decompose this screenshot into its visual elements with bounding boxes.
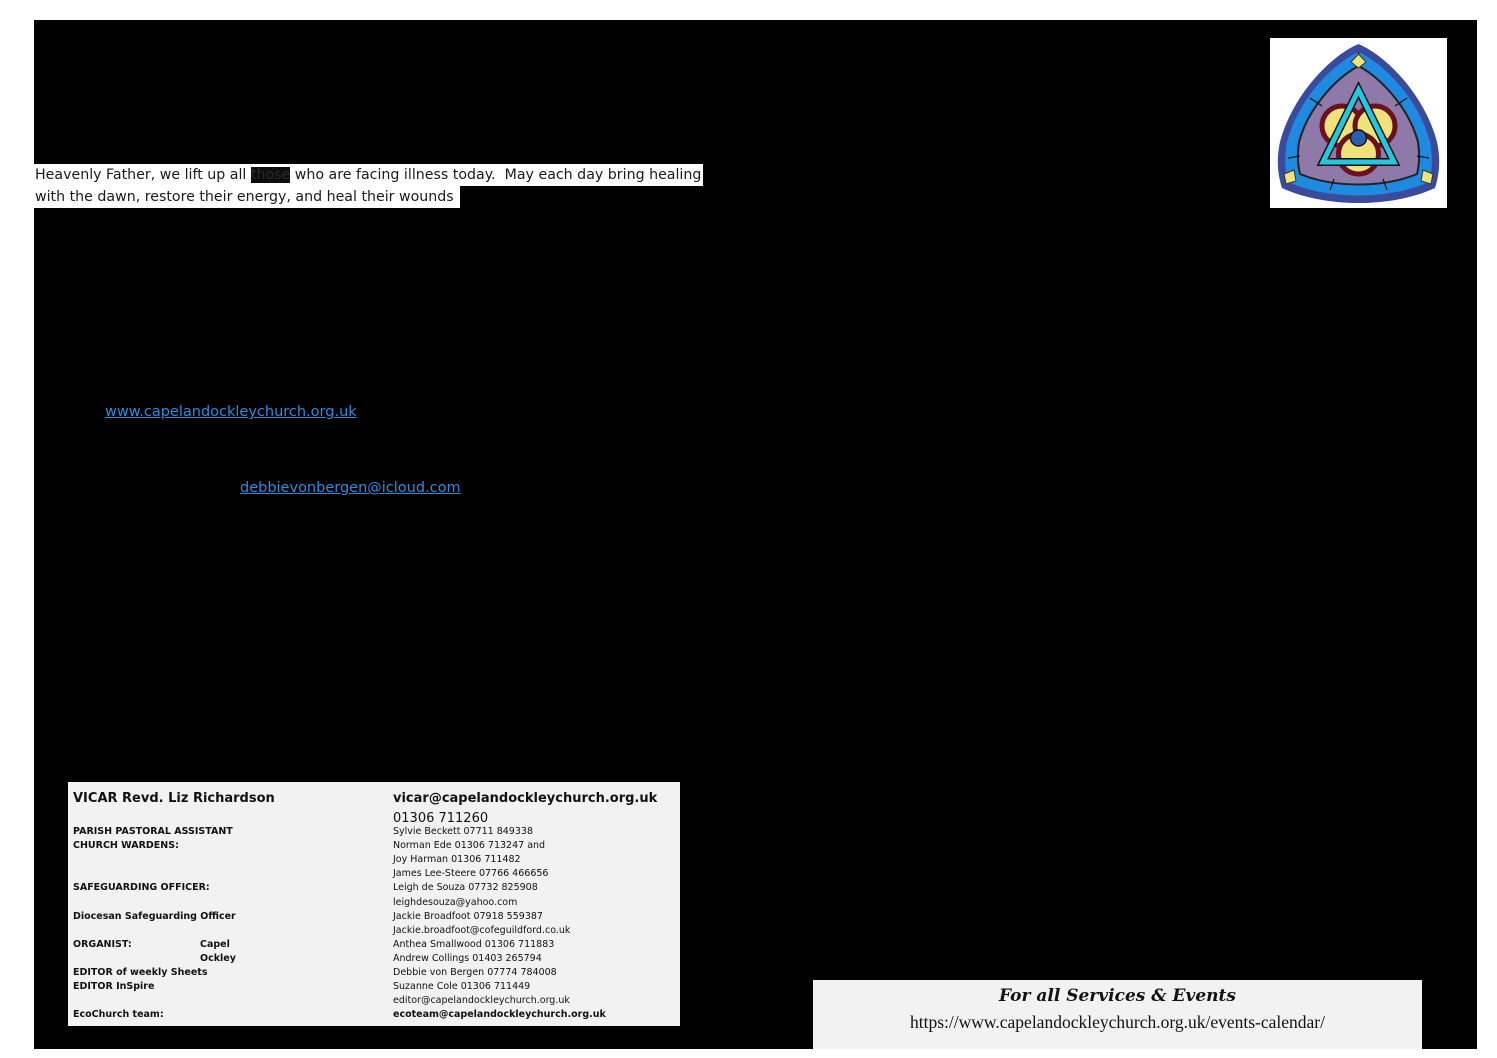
contact-label: PARISH PASTORAL ASSISTANT <box>73 826 233 837</box>
events-url: https://www.capelandockleychurch.org.uk/events-calendar/ <box>910 1012 1325 1032</box>
events-banner <box>813 980 1422 1049</box>
contact-sublabel: Ockley <box>200 952 236 964</box>
contact-label: EcoChurch team: <box>73 1009 164 1021</box>
vicar-phone: 01306 711260 <box>393 811 489 826</box>
contact-value: editor@capelandockleychurch.org.uk <box>393 995 570 1007</box>
vicar-email: vicar@capelandockleychurch.org.uk <box>393 791 658 806</box>
trinity-stained-glass-window-icon <box>1270 38 1447 208</box>
prayer-line-2: with the dawn, restore their energy, and heal their wounds <box>34 186 460 208</box>
contact-value: Leigh de Souza 07732 825908 <box>393 882 538 894</box>
contact-value: ecoteam@capelandockleychurch.org.uk <box>393 1009 606 1021</box>
contact-value: Joy Harman 01306 711482 <box>393 854 521 866</box>
prayer-line-1 <box>34 164 703 186</box>
contact-value: Norman Ede 01306 713247 and <box>393 840 546 852</box>
prayer-highlighted-word: those <box>250 167 291 183</box>
contact-label: Diocesan Safeguarding Officer <box>73 910 236 922</box>
website-link[interactable]: www.capelandockleychurch.org.uk <box>105 404 357 420</box>
contacts-table <box>68 782 680 1026</box>
events-title: For all Services & Events <box>999 986 1236 1006</box>
prayer-text <box>34 164 703 208</box>
contact-value: Suzanne Cole 01306 711449 <box>393 981 531 993</box>
contact-value: Jackie.broadfoot@cofeguildford.co.uk <box>393 924 571 936</box>
contact-value: leighdesouza@yahoo.com <box>393 896 518 908</box>
contact-value: Debbie von Bergen 07774 784008 <box>393 967 557 978</box>
church-logo <box>1270 38 1447 208</box>
newsletter-page <box>34 20 1477 1049</box>
contact-value: James Lee-Steere 07766 466656 <box>393 868 549 880</box>
contact-value: Sylvie Beckett 07711 849338 <box>393 826 533 837</box>
contact-label: EDITOR InSpire <box>73 981 155 993</box>
contact-value: Anthea Smallwood 01306 711883 <box>393 938 555 950</box>
contact-label: CHURCH WARDENS: <box>73 840 179 852</box>
contact-label: SAFEGUARDING OFFICER: <box>73 882 210 894</box>
contact-label: EDITOR of weekly Sheets <box>73 967 208 978</box>
contact-value: Jackie Broadfoot 07918 559387 <box>393 910 543 922</box>
prayer-line-1-end: who are facing illness today. May each day bring healing <box>290 167 702 183</box>
contact-value: Andrew Collings 01403 265794 <box>393 952 542 964</box>
email-link[interactable]: debbievonbergen@icloud.com <box>240 480 461 496</box>
prayer-line-1-start: Heavenly Father, we lift up all <box>35 167 251 183</box>
vicar-title: VICAR Revd. Liz Richardson <box>73 791 275 806</box>
contact-sublabel: Capel <box>200 938 230 950</box>
contact-label: ORGANIST: <box>73 938 132 950</box>
